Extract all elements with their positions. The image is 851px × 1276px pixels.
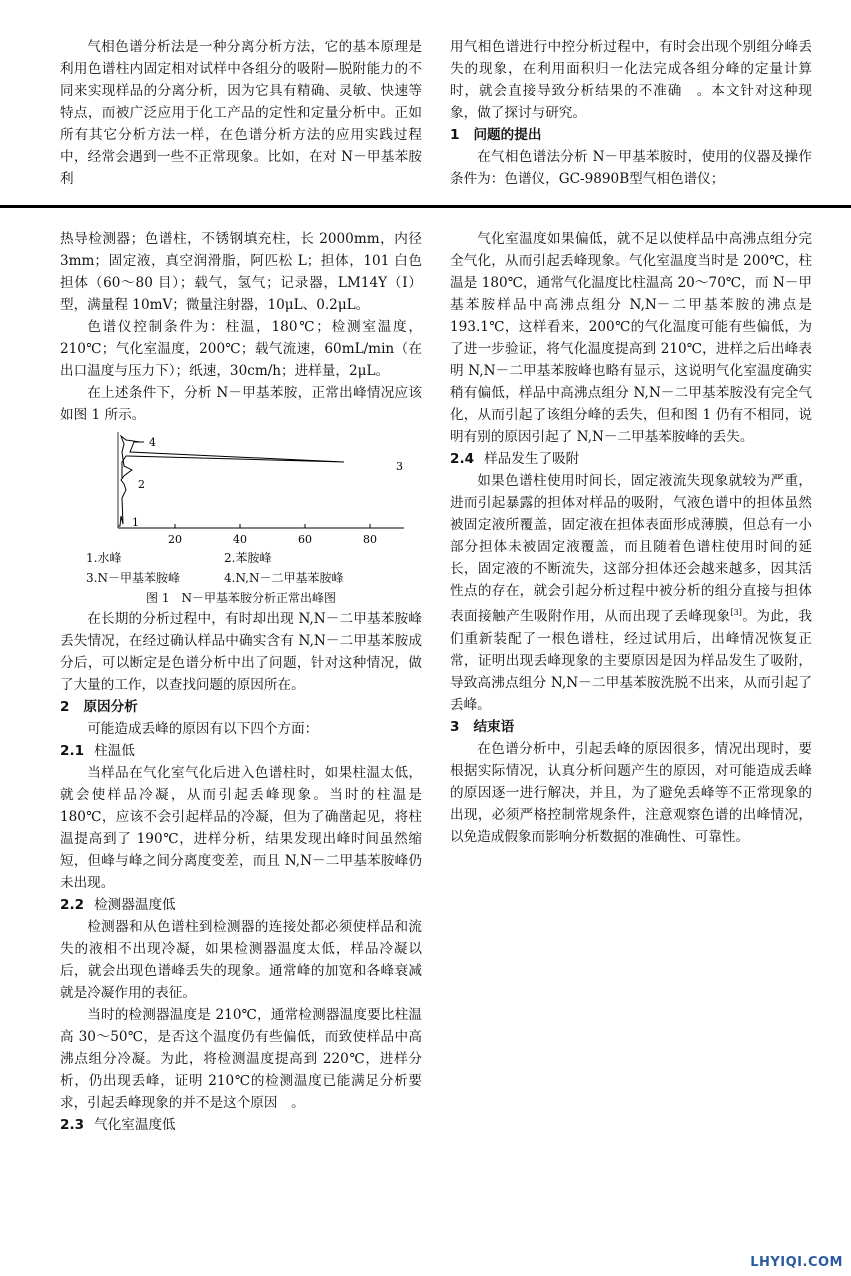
intro-continued-paragraph: 用气相色谱进行中控分析过程中，有时会出现个别组分峰丢失的现象，在利用面积归一化法完成各组分峰的定量计算时，就会直接导致分析结果的不准确 。本文针对这种现象，做了探讨与研究。 (450, 39, 812, 121)
section-2-1-heading: 2.1 柱温低 (60, 743, 135, 759)
watermark-logo: LHYIQI.COM (750, 1255, 843, 1270)
figure-caption: 图 1 N－甲基苯胺分析正常出峰图 (146, 591, 336, 605)
section-2-3-heading: 2.3 气化室温度低 (60, 1117, 176, 1133)
column-temp-paragraph: 当样品在气化室气化后进入色谱柱时，如果柱温太低，就会使样品冷凝，从而引起丢峰现象。当时的柱温是 180℃，应该不会引起样品的冷凝，但为了确凿起见，将柱温提高到了 190℃，进样分析，结果发现出峰时间虽然缩短，但峰与峰之间分离度变差，而且 N,N－二甲基苯胺峰仍未出现。 (60, 765, 422, 891)
figure-legend (86, 548, 422, 588)
section-2-2-heading: 2.2 检测器温度低 (60, 897, 176, 913)
conditions-paragraph: 色谱仪控制条件为：柱温，180℃；检测室温度，210℃；气化室温度，200℃；载气流速，60mL/min（在出口温度与压力下）；纸速，30cm/h；进样量，2μL。 (60, 319, 422, 379)
right-column (450, 228, 812, 848)
section-3-heading: 3 结束语 (450, 718, 515, 735)
section-1-heading: 1 问题的提出 (450, 127, 542, 143)
detector-paragraph-1: 检测器和从色谱柱到检测器的连接处都必须使样品和流失的液相不出现冷凝，如果检测器温度太低，样品冷凝以后，就会出现色谱峰丢失的现象。通常峰的加宽和各峰衰减就是冷凝作用的表征。 (60, 919, 422, 1001)
section-2-heading: 2 原因分析 (60, 699, 138, 715)
x-tick-label-20: 20 (168, 533, 182, 546)
chromatogram-figure (74, 428, 404, 548)
intro-paragraph: 气相色谱分析法是一种分离分析方法，它的基本原理是利用色谱柱内固定相对试样中各组分的吸附—脱附能力的不同来实现样品的分离分析，因为它具有精确、灵敏、快速等特点，而被广泛应用于化工产品的定性和定量分析中。正如所有其它分析方法一样，在色谱分析方法的应用实践过程中，经常会遇到一些不正常现象。比如，在对 N－甲基苯胺利 (60, 39, 422, 187)
section-2-4-heading: 2.4 样品发生了吸附 (450, 451, 580, 467)
top-left-column (60, 36, 422, 190)
figure-intro-paragraph: 在上述条件下，分析 N－甲基苯胺，正常出峰情况应该如图 1 所示。 (60, 385, 422, 423)
causes-intro-paragraph: 可能造成丢峰的原因有以下四个方面： (87, 721, 319, 737)
instrument-paragraph: 热导检测器；色谱柱，不锈钢填充柱，长 2000mm，内径 3mm；固定液，真空润滑脂，阿匹松 L；担体，101 白色担体（60～80 目）；载气，氢气；记录器，LM14Y（Ⅰ）型，满量程 10mV；微量注射器，10μL、0.2μL。 (60, 231, 422, 313)
legend-item-4: 4.N,N－二甲基苯胺峰 (224, 571, 344, 585)
left-column (60, 228, 422, 1136)
legend-item-3: 3.N－甲基苯胺峰 (86, 571, 180, 585)
legend-item-1: 1.水峰 (86, 551, 122, 565)
vaporizer-paragraph: 气化室温度如果偏低，就不足以使样品中高沸点组分完全气化，从而引起丢峰现象。气化室温度当时是 200℃，柱温是 180℃，通常气化温度比柱温高 20～70℃，而 N－甲基苯胺样品中高沸点组分 N,N－二甲基苯胺的沸点是 193.1℃，这样看来，200℃的气化温度可能有些偏低，为了进一步验证，将气化温度提高到 210℃，进样之后出峰表明 N,N－二甲基苯胺峰也略有显示，这说明气化室温度确实稍有偏低，样品中高沸点组分 N,N－二甲基苯胺没有完全气化，从而引起了该组分峰的丢失，但和图 1 仍有不相同，说明有别的原因引起了 N,N－二甲基苯胺峰的丢失。 (450, 231, 812, 445)
problem-paragraph: 在长期的分析过程中，有时却出现 N,N－二甲基苯胺峰丢失情况，在经过确认样品中确实含有 N,N－二甲基苯胺成分后，可以断定是色谱分析中出了问题，针对这种情况，做了大量的工作，以查找问题的原因所在。 (60, 611, 422, 693)
chromatogram-svg (74, 428, 404, 548)
x-tick-label-60: 60 (298, 533, 312, 546)
legend-item-2: 2.苯胺峰 (224, 551, 272, 565)
adsorption-paragraph: 如果色谱柱使用时间长，固定液流失现象就较为严重，进而引起暴露的担体对样品的吸附，气液色谱中的担体虽然被固定液所覆盖，固定液在担体表面形成薄膜，但总有一小部分担体未被固定液覆盖，而且随着色谱柱使用时间的延长，固定液的不断流失，这部分担体还会越来越多，因其活性点的存在，就会引起分析过程中被分析的组分直接与担体表面接触产生吸附作用，从而出现了丢峰现象[3]。为此，我们重新装配了一根色谱柱，经过试用后，出峰情况恢复正常，证明出现丢峰现象的主要原因是因为样品发生了吸附，导致高沸点组分 N,N－二甲基苯胺洗脱不出来，从而引起了丢峰。 (450, 473, 813, 713)
detector-paragraph-2: 当时的检测器温度是 210℃，通常检测器温度要比柱温高 30～50℃，是否这个温度仍有些偏低，而致使样品中高沸点组分冷凝。为此，将检测温度提高到 220℃，进样分析，仍出现丢峰，证明 210℃的检测温度已能满足分析要求，引起丢峰现象的并不是这个原因 。 (60, 1007, 422, 1111)
peak-label-4: 4 (149, 436, 156, 449)
x-tick-label-40: 40 (233, 533, 247, 546)
top-right-column (450, 36, 812, 190)
citation-ref: [3] (730, 608, 742, 617)
peak-label-3: 3 (396, 460, 403, 473)
conclusion-paragraph: 在色谱分析中，引起丢峰的原因很多，情况出现时，要根据实际情况，认真分析问题产生的原因，对可能造成丢峰的原因逐一进行解决，并且，为了避免丢峰等不正常现象的出现，必须严格控制常规条件，注意观察色谱的出峰情况，以免造成假象而影响分析数据的准确性、可靠性。 (450, 740, 812, 845)
peak-label-1: 1 (132, 516, 139, 529)
section-divider (0, 205, 851, 208)
peak-label-2: 2 (138, 478, 145, 491)
x-tick-label-80: 80 (363, 533, 377, 546)
section-1-paragraph: 在气相色谱法分析 N－甲基苯胺时，使用的仪器及操作条件为：色谱仪，GC-9890B型气相色谱仪； (450, 149, 812, 187)
chromatogram-trace (118, 436, 344, 526)
